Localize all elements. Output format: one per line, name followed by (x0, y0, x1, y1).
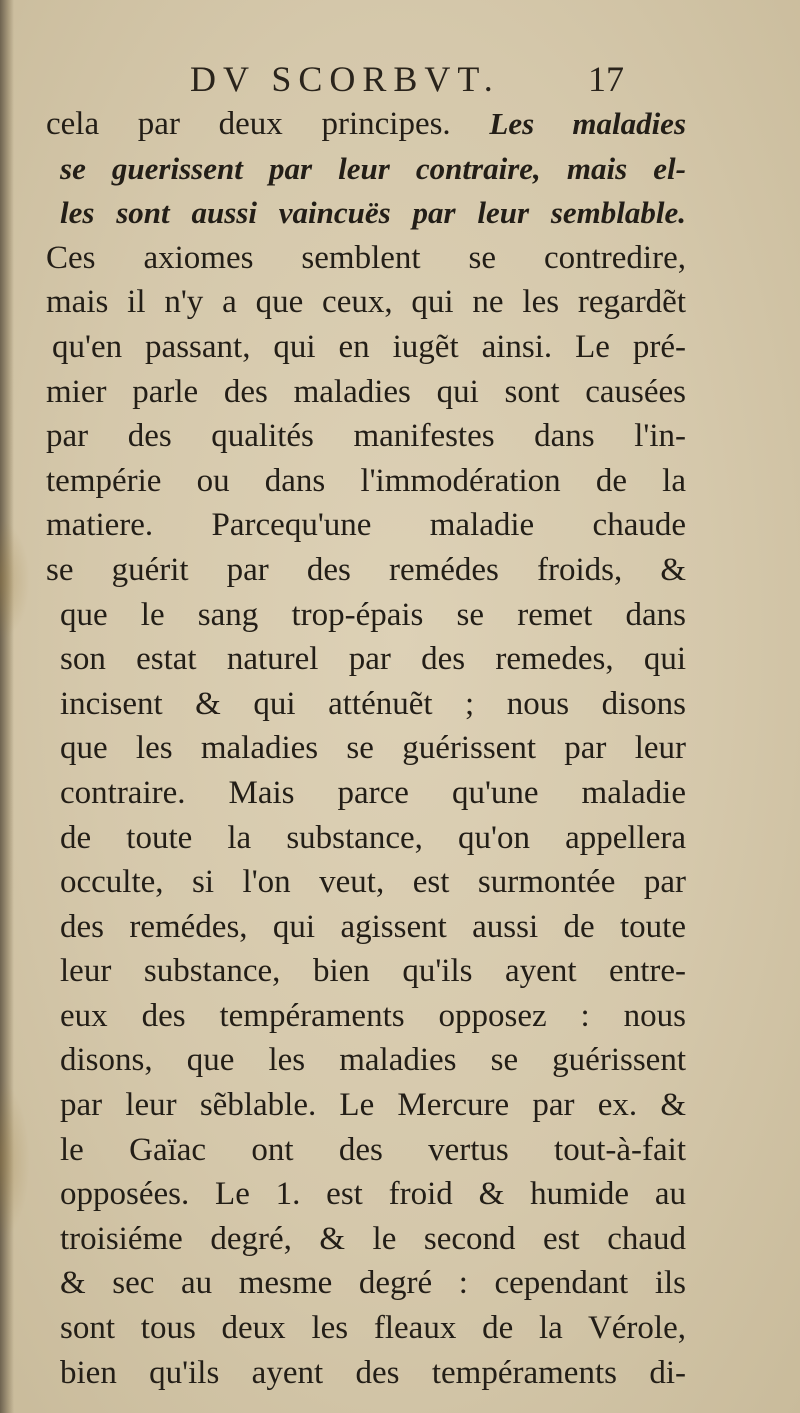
text-line: se guerissent par leur contraire, mais el- (60, 150, 686, 186)
page-header (0, 58, 800, 108)
text-line: incisent & qui atténuẽt ; nous disons (60, 685, 686, 722)
text-line: matiere. Parcequ'une maladie chaude (46, 507, 686, 544)
text-line: le Gaïac ont des vertus tout-à-fait (60, 1131, 686, 1168)
text-line: des remédes, qui agissent aussi de toute (60, 908, 686, 945)
text-line: bien qu'ils ayent des tempéraments di- (60, 1354, 686, 1391)
text-line: occulte, si l'on veut, est surmontée par (60, 864, 686, 901)
text-line: troisiéme degré, & le second est chaud (60, 1220, 686, 1257)
text-line: les sont aussi vaincuës par leur semblable. (60, 195, 686, 231)
text-line: sont tous deux les fleaux de la Vérole, (60, 1310, 686, 1347)
text-line: mier parle des maladies qui sont causées (46, 373, 686, 410)
text-line: leur substance, bien qu'ils ayent entre- (60, 953, 686, 990)
text-line: que le sang trop-épais se remet dans (60, 596, 686, 633)
text-line: mais il n'y a que ceux, qui ne les regardẽt (46, 284, 686, 321)
text-line: qu'en passant, qui en iugẽt ainsi. Le pré- (52, 328, 686, 365)
text-line: par leur sẽblable. Le Mercure par ex. & (60, 1087, 686, 1124)
text-line: tempérie ou dans l'immodération de la (46, 462, 686, 499)
text-line-italic: Les maladies (489, 106, 687, 141)
text-line (46, 102, 686, 147)
text-line: & sec au mesme degré : cependant ils (60, 1265, 686, 1302)
page-stain (0, 520, 30, 640)
text-line: eux des tempéraments opposez : nous (60, 997, 686, 1034)
text-line: disons, que les maladies se guérissent (60, 1042, 686, 1079)
text-line: par des qualités manifestes dans l'in- (46, 418, 686, 455)
text-line: opposées. Le 1. est froid & humide au (60, 1176, 686, 1213)
body-text (46, 102, 686, 1395)
page-stain (0, 1080, 30, 1240)
text-line-roman: cela par deux principes. (46, 106, 490, 142)
text-line: de toute la substance, qu'on appellera (60, 819, 686, 856)
page-number: 17 (588, 59, 624, 99)
text-line: contraire. Mais parce qu'une maladie (60, 774, 686, 811)
running-head: DV SCORBVT. (190, 59, 500, 99)
text-line: se guérit par des remédes froids, & (46, 551, 686, 588)
text-line: que les maladies se guérissent par leur (60, 730, 686, 767)
text-line: son estat naturel par des remedes, qui (60, 641, 686, 678)
text-line: Ces axiomes semblent se contredire, (46, 239, 686, 276)
